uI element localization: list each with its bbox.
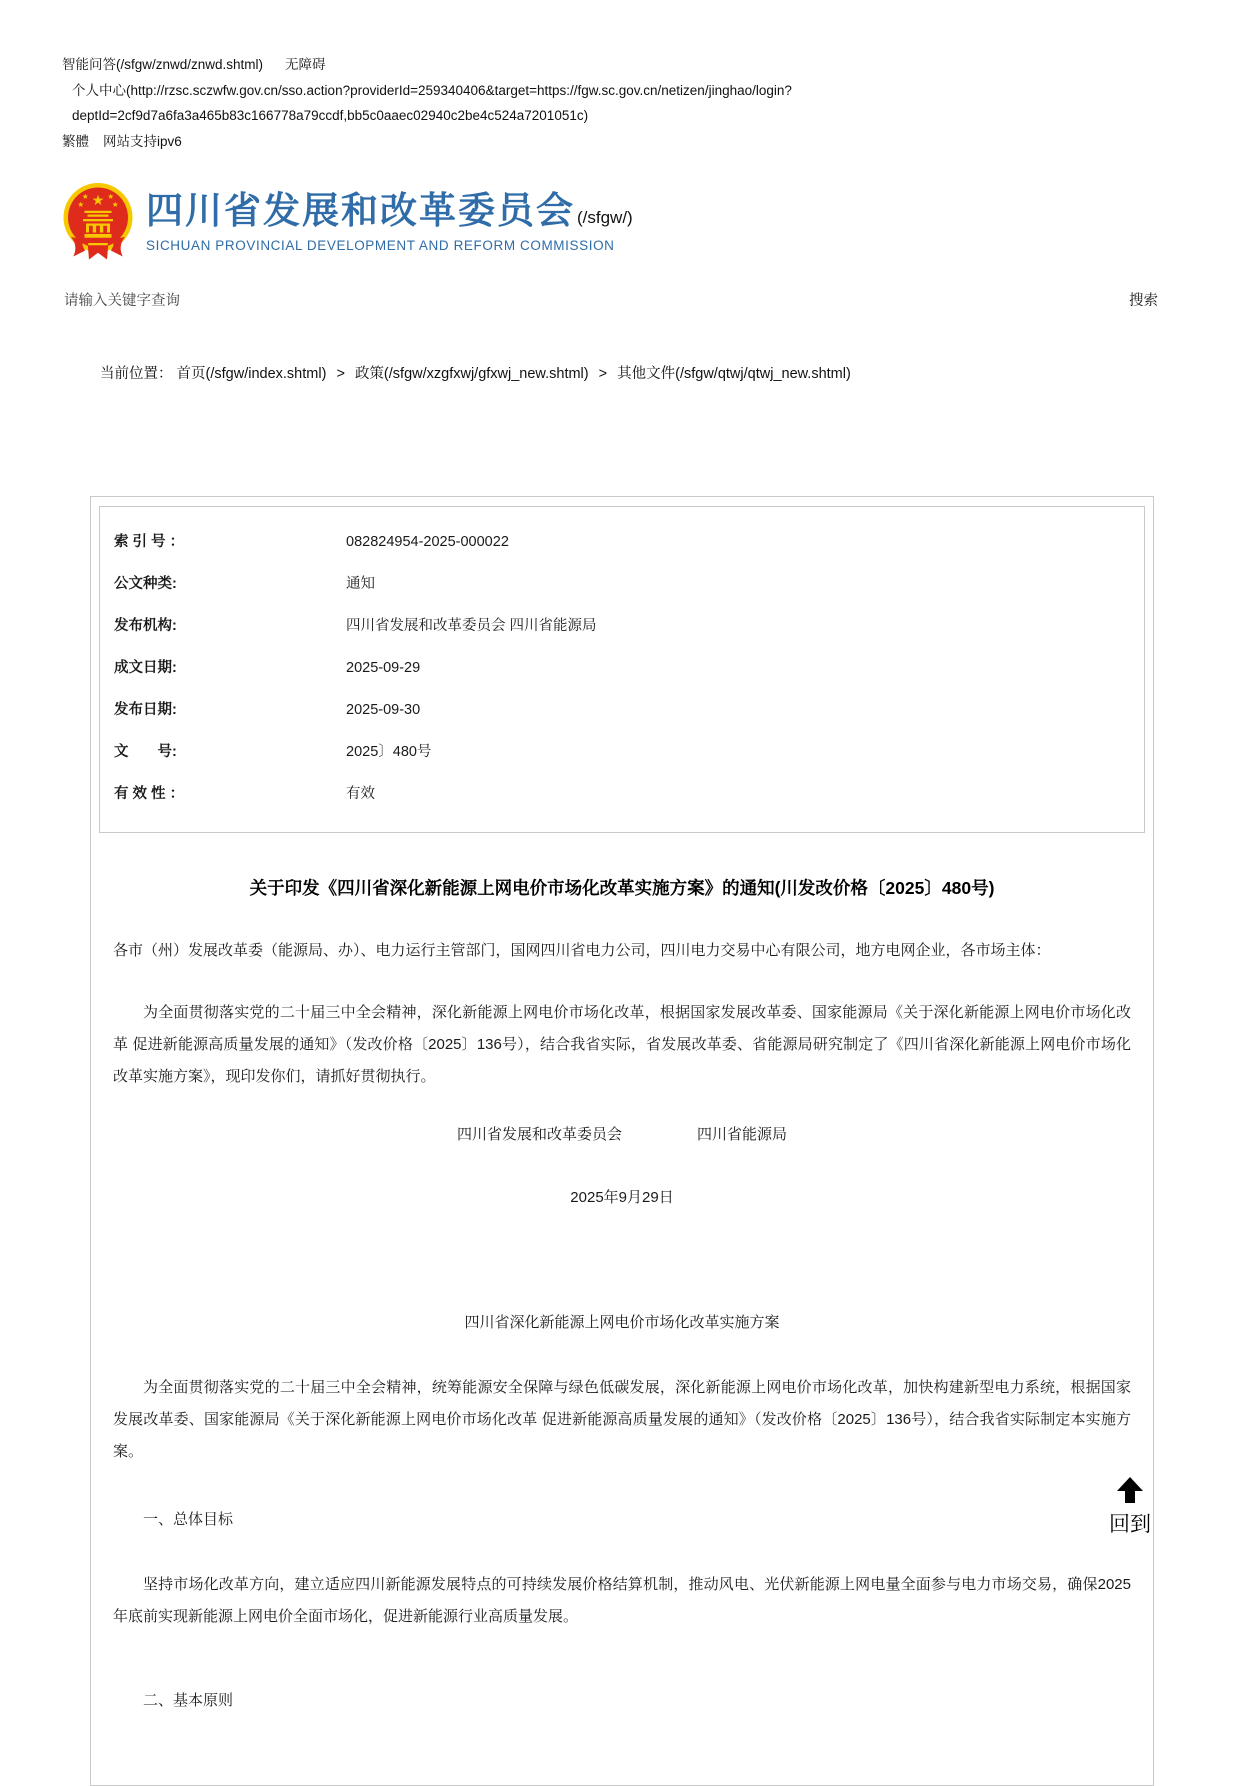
- section-1-heading: 一、总体目标: [143, 1511, 234, 1529]
- document-meta-table: [99, 506, 1145, 833]
- site-title-english: SICHUAN PROVINCIAL DEVELOPMENT AND REFORM COMMISSION: [146, 238, 615, 254]
- meta-row-written-date: [114, 659, 1134, 677]
- breadcrumb: [100, 362, 1240, 383]
- section-2-heading: 二、基本原则: [143, 1692, 234, 1710]
- meta-row-issuing-agency: [114, 617, 1134, 635]
- document-title: 关于印发《四川省深化新能源上网电价市场化改革实施方案》的通知(川发改价格〔2025〕480号): [249, 878, 995, 898]
- meta-label: 成文日期:: [114, 660, 177, 676]
- breadcrumb-separator: >: [336, 366, 345, 382]
- document-card: [90, 496, 1154, 1786]
- svg-text:★: ★: [107, 191, 115, 201]
- svg-text:★: ★: [91, 192, 105, 209]
- personal-center-link-continued[interactable]: deptId=2cf9d7a6fa3a465b83c166778a79ccdf,bb5c0aaec02940c2be4c524a7201051c): [72, 108, 589, 123]
- search-bar: [64, 289, 1158, 310]
- breadcrumb-home-link[interactable]: 首页(/sfgw/index.shtml): [176, 366, 327, 382]
- meta-row-doc-number: [114, 743, 1134, 761]
- meta-row-index-number: [114, 533, 1134, 551]
- smart-qa-link[interactable]: 智能问答(/sfgw/znwd/znwd.shtml): [62, 57, 264, 72]
- meta-row-validity: [114, 785, 1134, 803]
- site-home-url[interactable]: (/sfgw/): [577, 207, 633, 227]
- meta-value: 有效: [346, 786, 375, 802]
- breadcrumb-separator: >: [598, 366, 608, 382]
- meta-row-publish-date: [114, 701, 1134, 719]
- signature-date: 2025年9月29日: [570, 1189, 674, 1207]
- salutation-paragraph: 各市（州）发展改革委（能源局、办）、电力运行主管部门，国网四川省电力公司，四川电力交易中心有限公司，地方电网企业，各市场主体：: [113, 942, 1051, 960]
- accessibility-link[interactable]: 无障碍: [285, 57, 326, 72]
- intro-paragraph: 为全面贯彻落实党的二十届三中全会精神，深化新能源上网电价市场化改革，根据国家发展改革委、国家能源局《关于深化新能源上网电价市场化改革 促进新能源高质量发展的通知》（发改价格〔2025〕136号），结合我省实际，省发展改革委、省能源局研究制定了《四川省深化新能源上网电价市场化改革实施方案》，现印发你们，请抓好贯彻执行。: [113, 1004, 1131, 1086]
- meta-value: 通知: [346, 576, 375, 592]
- meta-label: 文 号:: [114, 744, 177, 760]
- signature-line: 四川省发展和改革委员会 四川省能源局: [456, 1126, 787, 1144]
- breadcrumb-policy-link[interactable]: 政策(/sfgw/xzgfxwj/gfxwj_new.shtml): [354, 366, 589, 382]
- traditional-chinese-link[interactable]: 繁體: [62, 133, 89, 149]
- meta-value: 082824954-2025-000022: [346, 534, 509, 550]
- plan-intro-paragraph: 为全面贯彻落实党的二十届三中全会精神，统筹能源安全保障与绿色低碳发展，深化新能源上网电价市场化改革，加快构建新型电力系统，根据国家发展改革委、国家能源局《关于深化新能源上网电价市场化改革 促进新能源高质量发展的通知》（发改价格〔2025〕136号），结合我省实际制定本实施方案。: [113, 1379, 1131, 1461]
- svg-text:★: ★: [81, 191, 89, 201]
- national-emblem-logo[interactable]: [62, 181, 134, 263]
- back-to-top-label: 回到: [1109, 1513, 1151, 1536]
- meta-label: 公文种类:: [114, 576, 177, 592]
- site-title[interactable]: 四川省发展和改革委员会: [146, 189, 575, 231]
- search-button[interactable]: 搜索: [1129, 293, 1158, 309]
- svg-text:★: ★: [111, 200, 119, 209]
- meta-label: 有 效 性 ：: [114, 786, 185, 802]
- personal-center-link[interactable]: 个人中心(http://rzsc.sczwfw.gov.cn/sso.action?providerId=259340406&target=https://fgw.sc.gov.cn/netizen/jinghao/login?: [72, 82, 792, 98]
- ipv6-support-link[interactable]: 网站支持ipv6: [103, 133, 182, 149]
- meta-label: 发布机构:: [114, 618, 177, 634]
- meta-row-doc-type: [114, 575, 1134, 593]
- search-input[interactable]: 请输入关键字查询: [64, 293, 180, 309]
- document-body: [99, 935, 1145, 1717]
- meta-value: 2025-09-30: [346, 702, 421, 718]
- top-utility-links: [0, 0, 1240, 154]
- svg-text:★: ★: [77, 200, 85, 209]
- breadcrumb-label: 当前位置：: [100, 366, 173, 382]
- arrow-up-icon: [1115, 1476, 1145, 1504]
- meta-label: 索 引 号 ：: [114, 534, 185, 550]
- site-header: [62, 181, 1240, 263]
- national-emblem-icon: [62, 181, 134, 263]
- plan-title: 四川省深化新能源上网电价市场化改革实施方案: [464, 1314, 780, 1332]
- breadcrumb-other-docs-link[interactable]: 其他文件(/sfgw/qtwj/qtwj_new.shtml): [617, 366, 851, 382]
- meta-label: 发布日期:: [114, 702, 177, 718]
- section-1-paragraph: 坚持市场化改革方向，建立适应四川新能源发展特点的可持续发展价格结算机制，推动风电、光伏新能源上网电量全面参与电力市场交易，确保2025年底前实现新能源上网电价全面市场化，促进新能源行业高质量发展。: [113, 1576, 1131, 1626]
- back-to-top-button[interactable]: [1106, 1476, 1154, 1538]
- meta-value: 2025〕480号: [346, 744, 432, 760]
- meta-value: 2025-09-29: [346, 660, 421, 676]
- meta-value: 四川省发展和改革委员会 四川省能源局: [346, 618, 597, 634]
